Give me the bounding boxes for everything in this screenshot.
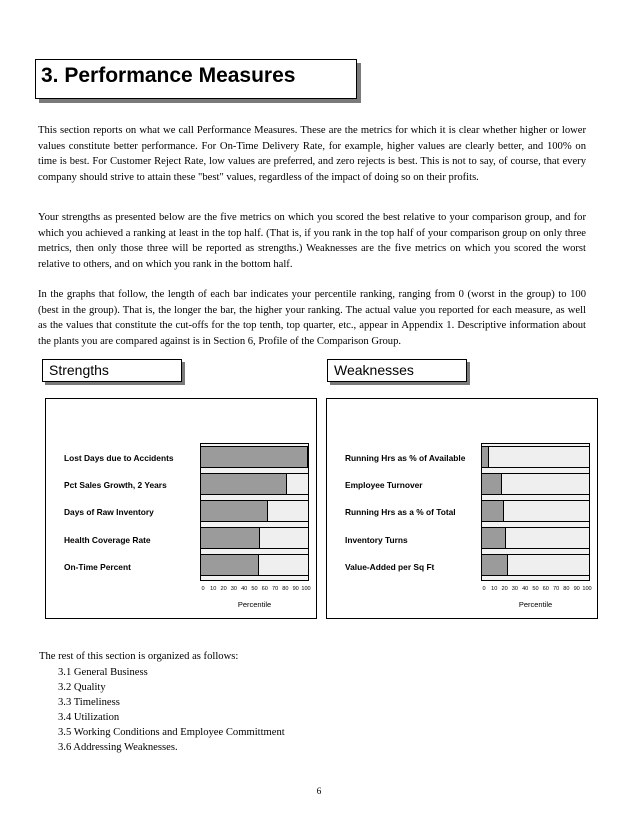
strengths-bar-track bbox=[201, 500, 308, 522]
list-item: 3.3 Timeliness bbox=[58, 697, 120, 708]
weaknesses-bar-track bbox=[482, 554, 589, 576]
weaknesses-bar bbox=[482, 528, 506, 548]
intro-paragraph: This section reports on what we call Performance Measures. These are the metrics for which it is clear whether higher or lower values constitute better performance. For On-Time Delivery Rate, for example, higher values are clearly better, and 100% on time is best. For Customer Reject Rate, low values are preferred, and zero rejects is best. This is not to say, of course, that every company should strive to attain these "best" values, regardless of the impact of doing so on their profits. bbox=[38, 125, 586, 183]
weaknesses-tick-label: 90 bbox=[573, 586, 580, 592]
strengths-chart bbox=[45, 398, 317, 619]
strengths-bar bbox=[201, 474, 287, 494]
strengths-bar-track bbox=[201, 446, 308, 468]
weaknesses-bar-label: Running Hrs as % of Available bbox=[345, 453, 466, 463]
weaknesses-bar-label: Value-Added per Sq Ft bbox=[345, 562, 435, 572]
list-item: 3.1 General Business bbox=[58, 667, 148, 678]
page-title: 3. Performance Measures bbox=[41, 64, 296, 87]
organization-intro: The rest of this section is organized as follows: bbox=[39, 651, 239, 662]
strengths-tick-label: 90 bbox=[292, 586, 299, 592]
strengths-bar-label: On-Time Percent bbox=[64, 562, 131, 572]
section-title-box bbox=[35, 59, 357, 99]
weaknesses-bar-track bbox=[482, 500, 589, 522]
strengths-bar bbox=[201, 555, 259, 575]
strengths-bar-label: Lost Days due to Accidents bbox=[64, 453, 174, 463]
weaknesses-tick-label: 60 bbox=[542, 586, 549, 592]
weaknesses-bar-track bbox=[482, 473, 589, 495]
list-item: 3.5 Working Conditions and Employee Committment bbox=[58, 727, 285, 738]
strengths-tick-label: 30 bbox=[230, 586, 238, 592]
strengths-axis-title: Percentile bbox=[237, 600, 272, 609]
strengths-tick-label: 0 bbox=[201, 586, 205, 592]
weaknesses-tick-label: 10 bbox=[491, 586, 498, 592]
weaknesses-bar bbox=[482, 474, 502, 494]
weaknesses-tick-label: 80 bbox=[563, 586, 570, 592]
strengths-tick-label: 40 bbox=[241, 586, 248, 592]
weaknesses-bar-track bbox=[482, 527, 589, 549]
weaknesses-bar-track bbox=[482, 446, 589, 468]
weaknesses-tick-label: 100 bbox=[582, 586, 592, 592]
strengths-heading: Strengths bbox=[42, 359, 182, 382]
weaknesses-tick-label: 30 bbox=[511, 586, 519, 592]
strengths-bar bbox=[201, 501, 268, 521]
list-item: 3.2 Quality bbox=[58, 682, 106, 693]
strengths-tick-label: 60 bbox=[261, 586, 268, 592]
weaknesses-bar-label: Employee Turnover bbox=[345, 480, 423, 490]
strengths-bar-label: Days of Raw Inventory bbox=[64, 507, 154, 517]
graphs-paragraph: In the graphs that follow, the length of each bar indicates your percentile ranking, ranging from 0 (worst in the group) to 100 (best in the group). That is, the longer the bar, the higher your ranking. The actual value you reported for each measure, as well as the values that constitute the cut-offs for the top tenth, top quarter, etc., appear in Appendix 1. Descriptive information about the plants you are compared against is in Section 6, Profile of the Comparison Group. bbox=[38, 289, 586, 347]
strengths-tick-label: 20 bbox=[220, 586, 227, 592]
strengths-tick-label: 100 bbox=[301, 586, 311, 592]
strengths-tick-label: 50 bbox=[251, 586, 258, 592]
weaknesses-bar bbox=[482, 555, 508, 575]
weaknesses-tick-label: 0 bbox=[482, 586, 486, 592]
strengths-paragraph: Your strengths as presented below are the five metrics on which you scored the best relative to your comparison group, and for which you achieved a ranking at least in the top half. (That is, if you rank in the top half of your comparison group on only three metrics, then only those three will be reported as strengths.) Weaknesses are the five metrics on which you scored the worst relative to others, and on which you rank in the bottom half. bbox=[38, 212, 586, 270]
weaknesses-tick-label: 50 bbox=[532, 586, 539, 592]
strengths-tick-label: 10 bbox=[210, 586, 217, 592]
weaknesses-chart bbox=[326, 398, 598, 619]
weaknesses-tick-label: 20 bbox=[501, 586, 508, 592]
list-item: 3.4 Utilization bbox=[58, 712, 120, 723]
weaknesses-tick-label: 40 bbox=[522, 586, 529, 592]
strengths-bar bbox=[201, 528, 260, 548]
page-number: 6 bbox=[316, 787, 322, 797]
weaknesses-bar-label: Running Hrs as a % of Total bbox=[345, 507, 456, 517]
weaknesses-heading: Weaknesses bbox=[327, 359, 467, 382]
weaknesses-plot-area bbox=[481, 443, 590, 581]
strengths-bar-track bbox=[201, 554, 308, 576]
strengths-bar-label: Pct Sales Growth, 2 Years bbox=[64, 480, 167, 490]
strengths-bar-label: Health Coverage Rate bbox=[64, 535, 151, 545]
strengths-bar bbox=[201, 447, 308, 467]
weaknesses-bar bbox=[482, 501, 504, 521]
weaknesses-bar-label: Inventory Turns bbox=[345, 535, 408, 545]
strengths-bar-track bbox=[201, 527, 308, 549]
strengths-tick-label: 80 bbox=[282, 586, 289, 592]
weaknesses-tick-label: 70 bbox=[552, 586, 560, 592]
strengths-tick-label: 70 bbox=[271, 586, 279, 592]
strengths-bar-track bbox=[201, 473, 308, 495]
organization-list bbox=[58, 665, 285, 755]
weaknesses-bar bbox=[482, 447, 489, 467]
weaknesses-axis-title: Percentile bbox=[518, 600, 553, 609]
strengths-plot-area bbox=[200, 443, 309, 581]
list-item: 3.6 Addressing Weaknesses. bbox=[58, 742, 178, 753]
